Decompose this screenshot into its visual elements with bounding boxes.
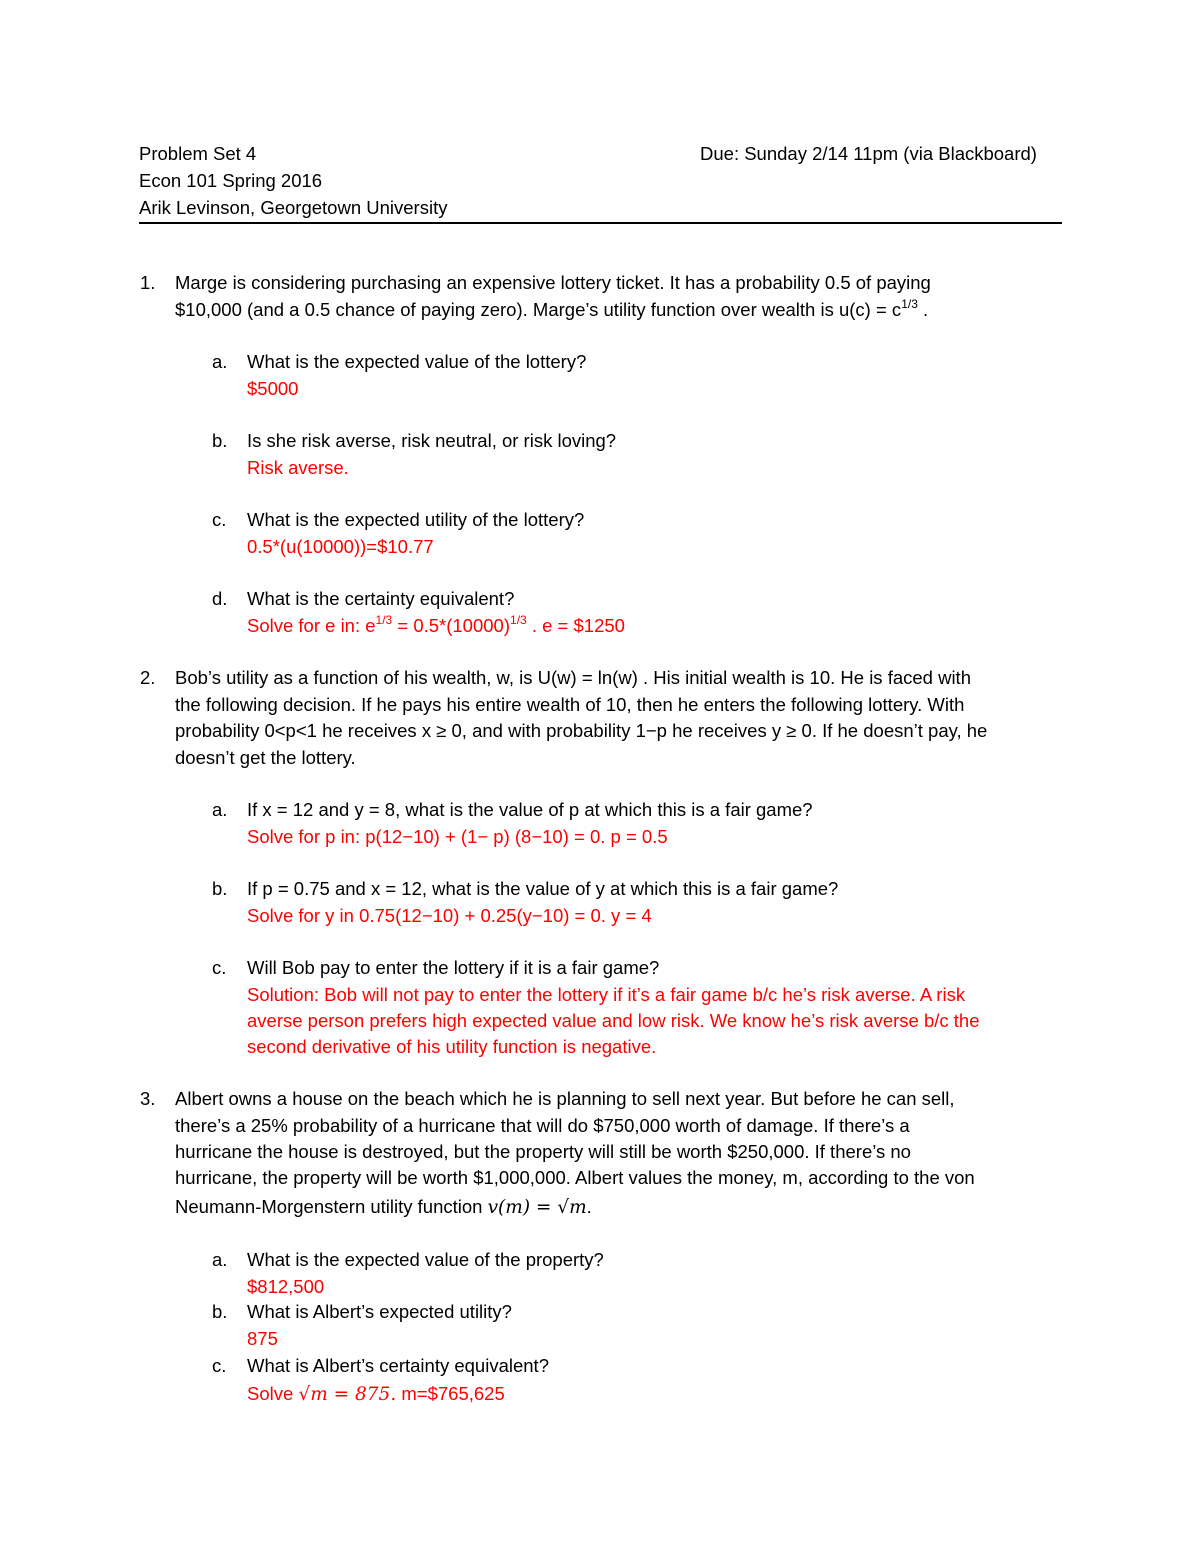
question-3-number: 3. xyxy=(140,1088,156,1109)
q1b-answer: Risk averse. xyxy=(247,457,349,478)
due-date: Due: Sunday 2/14 11pm (via Blackboard) xyxy=(700,143,1037,164)
q3c-question: What is Albert’s certainty equivalent? xyxy=(247,1355,549,1376)
q2b-letter: b. xyxy=(212,878,228,899)
q3b-letter: b. xyxy=(212,1301,228,1322)
question-2-line-1: Bob’s utility as a function of his wealth, w, is U(w) = ln(w) . His initial wealth is 10. He is faced with xyxy=(175,667,971,688)
q2a-letter: a. xyxy=(212,799,228,820)
question-3-line-3: hurricane the house is destroyed, but the property will still be worth $250,000. If there’s no xyxy=(175,1141,911,1162)
q1a-letter: a. xyxy=(212,351,228,372)
question-3-line-1: Albert owns a house on the beach which he is planning to sell next year. But before he can sell, xyxy=(175,1088,955,1109)
q2c-answer-line-1: Solution: Bob will not pay to enter the lottery if it’s a fair game b/c he’s risk averse. A risk xyxy=(247,984,966,1005)
q2c-answer-line-2: averse person prefers high expected value and low risk. We know he’s risk averse b/c the xyxy=(247,1010,980,1031)
q3c-answer: Solve √m = 875. m=$765,625 xyxy=(247,1383,505,1405)
question-2-line-4: doesn’t get the lottery. xyxy=(175,747,356,768)
q2a-question: If x = 12 and y = 8, what is the value of p at which this is a fair game? xyxy=(247,799,813,820)
q2a-answer: Solve for p in: p(12−10) + (1− p) (8−10) = 0. p = 0.5 xyxy=(247,826,668,847)
q3a-answer: $812,500 xyxy=(247,1276,325,1297)
q1d-letter: d. xyxy=(212,588,228,609)
question-2-number: 2. xyxy=(140,667,156,688)
q1c-letter: c. xyxy=(212,509,227,530)
question-3-line-4: hurricane, the property will be worth $1,000,000. Albert values the money, m, according to the von xyxy=(175,1167,975,1188)
q2b-question: If p = 0.75 and x = 12, what is the value of y at which this is a fair game? xyxy=(247,878,839,899)
q3c-letter: c. xyxy=(212,1355,227,1376)
q3a-letter: a. xyxy=(212,1249,228,1270)
q1b-letter: b. xyxy=(212,430,228,451)
certainty-equivalent-formula: √m = 875. xyxy=(298,1384,397,1405)
q1b-question: Is she risk averse, risk neutral, or risk loving? xyxy=(247,430,617,451)
q1d-answer: Solve for e in: $e^{1/3} = 0.5*(10000)^{1/3}$ . e = $1250 xyxy=(247,612,625,636)
q3b-question: What is Albert’s expected utility? xyxy=(247,1301,512,1322)
question-1-line-2: $10,000 (and a 0.5 chance of paying zero). Marge’s utility function over wealth is $u(c) = c^{1/3}$ . xyxy=(175,296,929,320)
question-2-line-2: the following decision. If he pays his entire wealth of 10, then he enters the following lottery. With xyxy=(175,694,965,715)
header-rule xyxy=(139,222,1062,224)
question-3-line-2: there’s a 25% probability of a hurricane that will do $750,000 worth of damage. If there’s a xyxy=(175,1115,910,1136)
question-3-line-5: Neumann-Morgenstern utility function v(m) = √m. xyxy=(175,1196,592,1218)
author-line: Arik Levinson, Georgetown University xyxy=(139,197,448,218)
course-name: Econ 101 Spring 2016 xyxy=(139,170,323,191)
q2c-question: Will Bob pay to enter the lottery if it is a fair game? xyxy=(247,957,660,978)
q1d-question: What is the certainty equivalent? xyxy=(247,588,515,609)
utility-function-formula: v(m) = √m xyxy=(487,1197,587,1218)
problem-set-title: Problem Set 4 xyxy=(139,143,257,164)
q1c-question: What is the expected utility of the lottery? xyxy=(247,509,585,530)
q3b-answer: 875 xyxy=(247,1328,278,1349)
q1c-answer: 0.5*(u(10000))=$10.77 xyxy=(247,536,434,557)
q2c-letter: c. xyxy=(212,957,227,978)
q1a-question: What is the expected value of the lottery? xyxy=(247,351,587,372)
question-1-number: 1. xyxy=(140,272,156,293)
q1a-answer: $5000 xyxy=(247,378,299,399)
question-2-line-3: probability 0<p<1 he receives x ≥ 0, and with probability 1−p he receives y ≥ 0. If he doesn’t pay, he xyxy=(175,720,988,741)
q3a-question: What is the expected value of the property? xyxy=(247,1249,604,1270)
q2c-answer-line-3: second derivative of his utility function is negative. xyxy=(247,1036,657,1057)
question-1-line-1: Marge is considering purchasing an expensive lottery ticket. It has a probability 0.5 of paying xyxy=(175,272,931,293)
q2b-answer: Solve for y in 0.75(12−10) + 0.25(y−10) = 0. y = 4 xyxy=(247,905,652,926)
